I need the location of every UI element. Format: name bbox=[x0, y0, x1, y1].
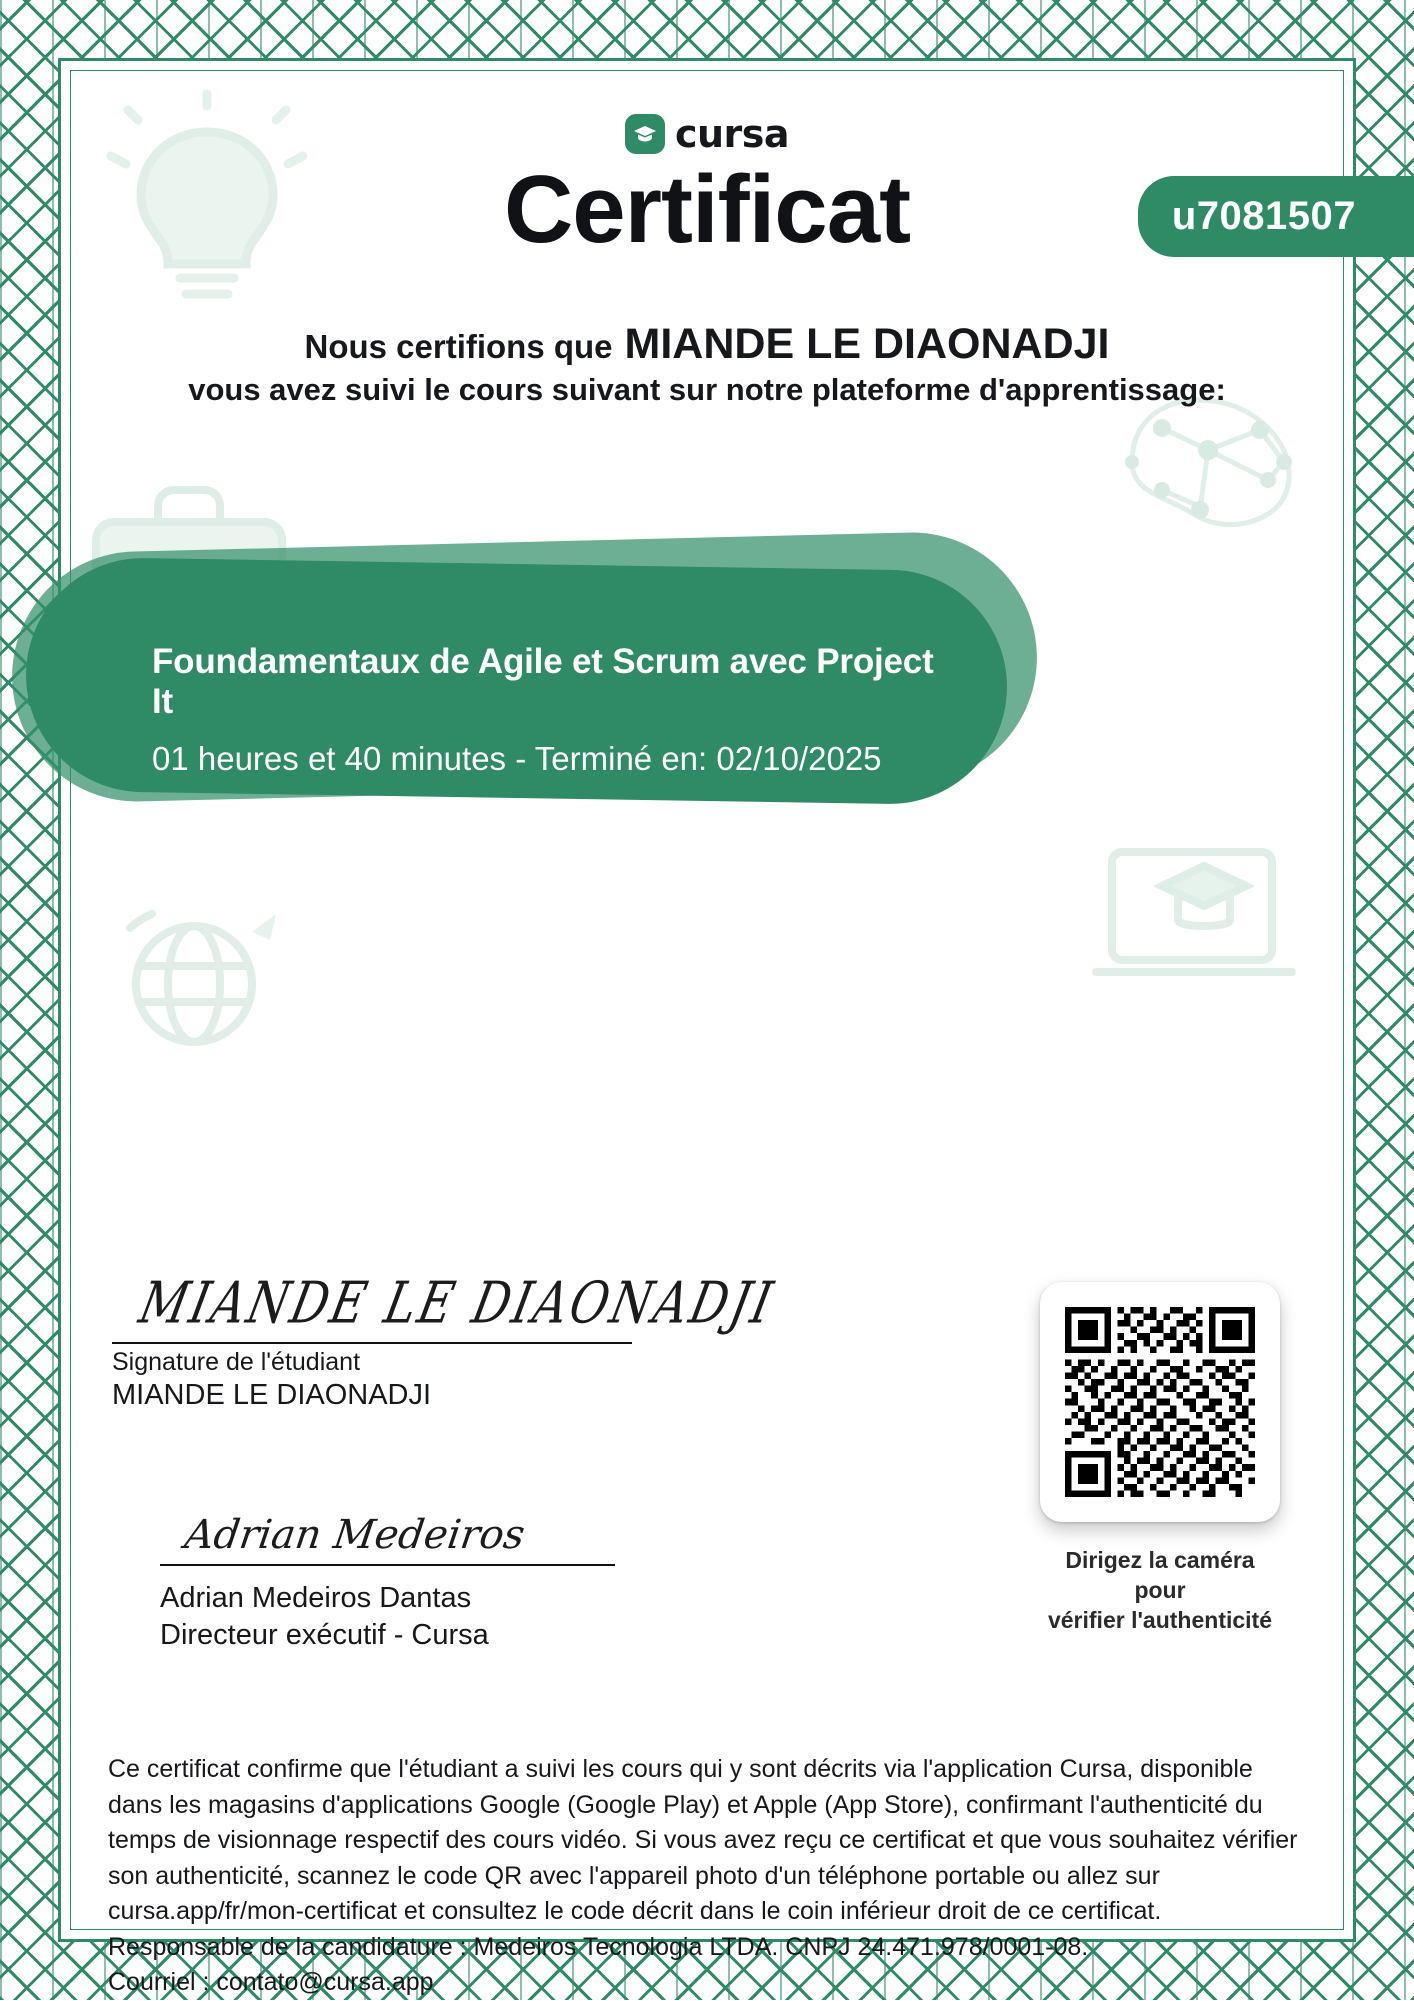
certification-subtitle: vous avez suivi le cours suivant sur notre plateforme d'apprentissage: bbox=[188, 372, 1226, 407]
graduation-cap-icon bbox=[625, 114, 665, 154]
footer-disclaimer bbox=[108, 1752, 1312, 2001]
globe-watermark-icon bbox=[102, 892, 292, 1072]
student-signature-script: MIANDE LE DIAONADJI bbox=[134, 1268, 781, 1336]
student-name: MIANDE LE DIAONADJI bbox=[624, 320, 1110, 368]
brand-logo bbox=[72, 112, 1342, 156]
executive-signature-block bbox=[112, 1512, 872, 1652]
executive-signature-rule bbox=[160, 1564, 615, 1566]
brand-name: cursa bbox=[674, 112, 790, 156]
certification-line bbox=[72, 320, 1342, 369]
student-signature-block bbox=[112, 1268, 872, 1412]
qr-card[interactable] bbox=[1040, 1282, 1280, 1522]
course-duration-date: 01 heures et 40 minutes - Terminé en: 02/10/2025 bbox=[152, 740, 882, 777]
footer-responsible: Responsable de la candidature : Medeiros Tecnologia LTDA. CNPJ 24.471.978/0001-08. bbox=[108, 1932, 1089, 1961]
student-signature-name: MIANDE LE DIAONADJI bbox=[112, 1379, 432, 1411]
page-title: Certificat bbox=[503, 156, 911, 263]
student-signature-rule bbox=[112, 1342, 632, 1344]
course-info bbox=[152, 642, 947, 778]
certificate-code-badge: u7081507 bbox=[1138, 176, 1414, 257]
executive-name: Adrian Medeiros Dantas bbox=[160, 1582, 472, 1614]
student-signature-caption: Signature de l'étudiant bbox=[112, 1348, 361, 1376]
qr-section bbox=[1040, 1282, 1280, 1636]
footer-email: Courriel : contato@cursa.app bbox=[108, 1968, 434, 1996]
qr-caption bbox=[1040, 1546, 1280, 1636]
qr-caption-line-2: vérifier l'authenticité bbox=[1047, 1606, 1273, 1633]
qr-code-icon[interactable] bbox=[1065, 1307, 1255, 1497]
certification-lead: Nous certifions que bbox=[304, 328, 613, 365]
certificate-body bbox=[72, 72, 1356, 1996]
course-banner bbox=[12, 542, 1037, 792]
footer-text: Ce certificat confirme que l'étudiant a suivi les cours qui y sont décrits via l'application Cursa, disponible dans les magasins d'applications Google (Google Play) et Apple (App Store), confirmant l'authenticité du temps de visionnage respectif des cours vidéo. Si vous avez reçu ce certificat et que vous souhaitez vérifier son authenticité, scannez le code QR avec l'appareil photo d'un téléphone portable ou allez sur cursa.app/fr/mon-certificat et consultez le code décrit dans le coin inférieur droit de ce certificat. bbox=[108, 1755, 1298, 1925]
qr-caption-line-1: Dirigez la caméra pour bbox=[1065, 1547, 1255, 1603]
executive-signature-script: Adrian Medeiros bbox=[182, 1512, 528, 1558]
executive-role: Directeur exécutif - Cursa bbox=[160, 1619, 489, 1651]
course-title: Foundamentaux de Agile et Scrum avec Project It bbox=[152, 642, 934, 721]
laptop-graduation-watermark-icon bbox=[1082, 812, 1312, 1002]
